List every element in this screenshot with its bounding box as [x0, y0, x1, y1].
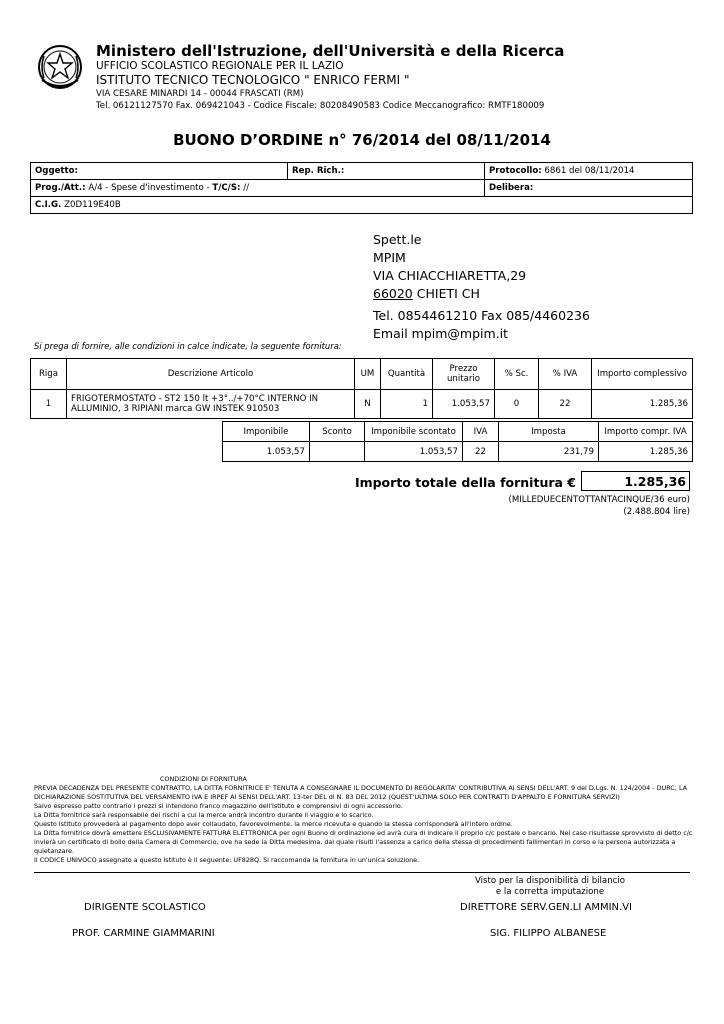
prog-label: Prog./Att.: [35, 183, 86, 193]
conditions-title: CONDIZIONI DI FORNITURA [160, 775, 247, 783]
col-quantita: Quantità [381, 359, 433, 390]
table-row [223, 442, 693, 462]
visto-line-1: Visto per la disponibilità di bilancio [474, 876, 626, 886]
row-um: N [355, 390, 381, 419]
rep-rich-label: Rep. Rich.: [292, 166, 345, 176]
regional-office: UFFICIO SCOLASTICO REGIONALE PER IL LAZIO [96, 60, 344, 72]
supplier-phone: Tel. 0854461210 Fax 085/4460236 [373, 308, 590, 323]
row-prezzo: 1.053,57 [433, 390, 495, 419]
oggetto-label: Oggetto: [35, 166, 78, 176]
col-iva-tot: IVA [463, 422, 499, 442]
left-signatory-name: PROF. CARMINE GIAMMARINI [72, 928, 215, 939]
row-importo: 1.285,36 [592, 390, 693, 419]
row-iva: 22 [539, 390, 592, 419]
supplier-email: Email mpim@mpim.it [373, 326, 509, 341]
row-riga: 1 [31, 390, 67, 419]
condition-line: Salvo espresso patto contrario i prezzi si intendono franco magazzino dell'Istituto e comprensivi di ogni accessorio. [34, 802, 403, 810]
row-sconto: 0 [495, 390, 539, 419]
total-words-euro: (MILLEDUECENTOTTANTACINQUE/36 euro) [508, 495, 690, 505]
col-importo-iva: Importo compr. IVA [599, 422, 693, 442]
col-importo: Importo complessivo [592, 359, 693, 390]
order-meta-table [30, 162, 693, 214]
items-table [30, 358, 693, 419]
col-sconto: % Sc. [495, 359, 539, 390]
supplier-address [373, 231, 590, 343]
rep-rich-cell [288, 163, 485, 180]
delibera-cell [485, 180, 693, 197]
tax-sconto [310, 442, 365, 462]
col-sconto-tot: Sconto [310, 422, 365, 442]
condition-line: PREVIA DECADENZA DEL PRESENTE CONTRATTO, LA DITTA FORNITRICE E' TENUTA A CONSEGNARE IL DOCUMENTO DI REGOLARITA' CONTRIBUTIVA AI SENSI DELL'ART. 9 del D.Lgs. N. 124/2004 - DURC; LA DICHIARAZIONE SOSTITUTIVA DEL VERSAMENTO IVA E IRPEF AI SENSI DELL'ART. 13-ter DEL dl N. 83 DEL 2012 (QUEST'ULTIMA SOLO PER CONTRATTI D'APPALTO E FORNITURA SERVIZI) [34, 784, 688, 801]
condition-line: Il CODICE UNIVOCO assegnato a questo Istituto è il seguente: UF828Q. Si raccomanda la fornitura in un'unica soluzione. [34, 856, 420, 864]
cig-cell [31, 197, 693, 214]
col-riga: Riga [31, 359, 67, 390]
letterhead [96, 42, 564, 112]
row-descrizione: FRIGOTERMOSTATO - ST2 150 lt +3°../+70°C INTERNO IN ALLUMINIO, 3 RIPIANI marca GW INSTEK 910503 [67, 390, 355, 419]
tax-imposta: 231,79 [499, 442, 599, 462]
col-iva: % IVA [539, 359, 592, 390]
condition-line: La Ditta fornitrice sarà responsabile dei rischi a cui la merce andrà incontro durante il viaggio e lo scarico. [34, 811, 374, 819]
school-name: ISTITUTO TECNICO TECNOLOGICO " ENRICO FERMI " [96, 73, 410, 87]
right-signatory-name: SIG. FILIPPO ALBANESE [490, 928, 607, 939]
supply-conditions [34, 775, 694, 865]
tcs-label: T/C/S: [212, 183, 241, 193]
table-row [31, 390, 693, 419]
supplier-name: MPIM [373, 250, 406, 265]
tax-summary-table [222, 421, 693, 462]
col-um: UM [355, 359, 381, 390]
total-in-words [400, 494, 690, 518]
supplier-street: VIA CHIACCHIARETTA,29 [373, 268, 527, 283]
delibera-label: Delibera: [489, 183, 534, 193]
supplier-salutation: Spett.le [373, 232, 422, 247]
tax-imponibile: 1.053,57 [223, 442, 310, 462]
col-imposta: Imposta [499, 422, 599, 442]
tax-iva: 22 [463, 442, 499, 462]
protocollo-label: Protocollo: [489, 166, 542, 176]
signature-divider [34, 872, 690, 873]
total-value: 1.285,36 [581, 471, 690, 491]
school-contacts: Tel. 06121127570 Fax. 069421043 - Codice Fiscale: 80208490583 Codice Meccanografico: RMTF180009 [96, 101, 545, 111]
prog-value: A/4 - Spese d'investimento - [88, 183, 213, 193]
col-imponibile-scontato: Imponibile scontato [365, 422, 463, 442]
supplier-city: CHIETI CH [416, 286, 480, 301]
visto-line-2: e la corretta imputazione [495, 887, 605, 897]
supplier-cap: 66020 [373, 286, 413, 301]
prog-att-cell [31, 180, 485, 197]
italian-republic-emblem-icon [36, 42, 84, 94]
ministry-name: Ministero dell'Istruzione, dell'Università e della Ricerca [96, 42, 565, 60]
total-label: Importo totale della fornitura € [354, 475, 576, 490]
tcs-value: // [243, 183, 249, 193]
school-address: VIA CESARE MINARDI 14 - 00044 FRASCATI (RM) [96, 89, 304, 99]
cig-value: Z0D119E40B [64, 200, 121, 210]
right-signatory-role: DIRETTORE SERV.GEN.LI AMMIN.VI [460, 902, 632, 913]
col-descrizione: Descrizione Articolo [67, 359, 355, 390]
supply-request-text: Si prega di fornire, alle condizioni in calce indicate, la seguente fornitura: [34, 341, 342, 351]
protocollo-cell [485, 163, 693, 180]
tax-imponibile-scontato: 1.053,57 [365, 442, 463, 462]
cig-label: C.I.G. [35, 200, 62, 210]
condition-line: Questo Istituto provvederà al pagamento dopo aver collaudato, favorevolmente, la merce ricevuta e quando la stessa corrisponderà all'intero ordine. [34, 820, 513, 828]
budget-approval-note [470, 876, 630, 898]
oggetto-cell [31, 163, 288, 180]
col-prezzo: Prezzo unitario [433, 359, 495, 390]
document-title: BUONO D’ORDINE n° 76/2014 del 08/11/2014 [173, 131, 551, 149]
left-signatory-role: DIRIGENTE SCOLASTICO [84, 902, 206, 913]
condition-line: La Ditta fornitrice dovrà emettere ESCLUSIVAMENTE FATTURA ELETTRONICA per ogni Buono di ordinazione ed avrà cura di indicare il proprio c/c postale o bancario. Nel caso risultasse sprovvisto di detto c/c invierà un certificato di bollo della Camera di Commercio, ove ha sede la Ditta medesima, dal quale risulti l'assenza a carico della stessa di procedimenti fallimentari in corso e la persona autorizzata a quietanzare. [34, 829, 693, 855]
row-quantita: 1 [381, 390, 433, 419]
protocollo-value: 6861 del 08/11/2014 [544, 166, 635, 176]
tax-importo: 1.285,36 [599, 442, 693, 462]
col-imponibile: Imponibile [223, 422, 310, 442]
total-lire: (2.488.804 lire) [623, 507, 690, 517]
